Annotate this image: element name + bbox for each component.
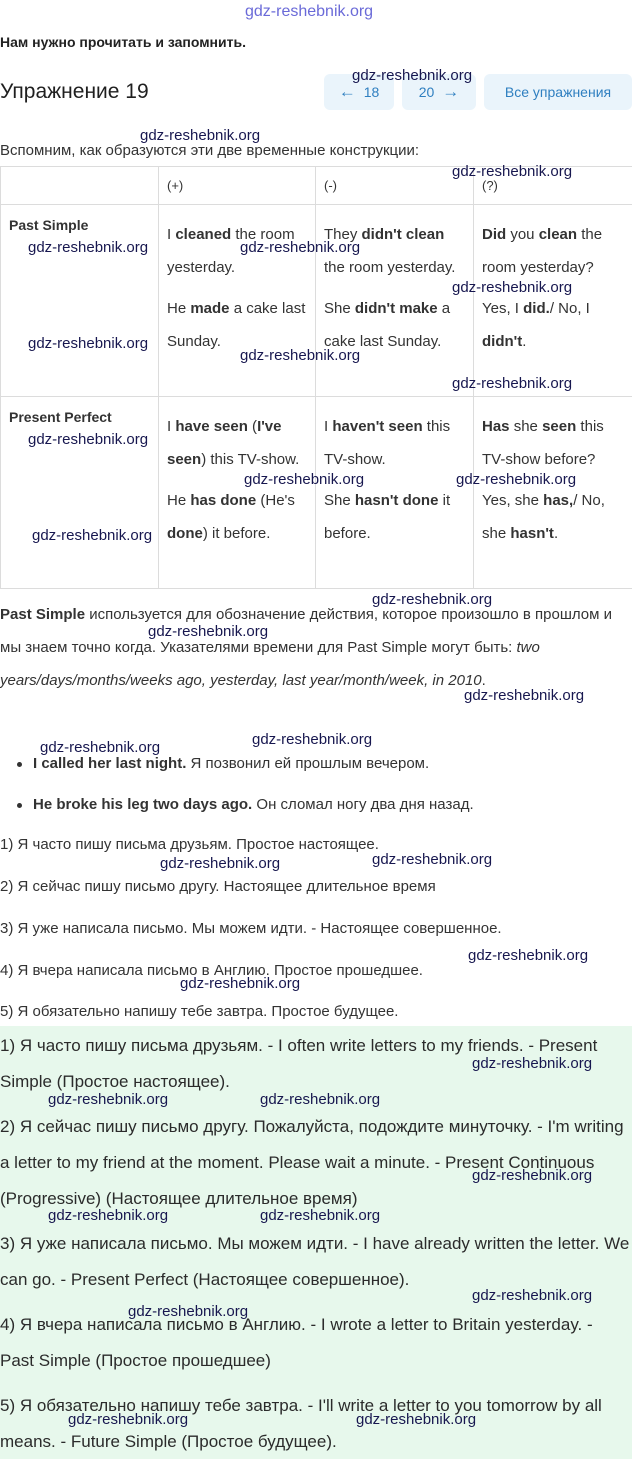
watermark: gdz-reshebnik.org	[240, 240, 360, 255]
watermark: gdz-reshebnik.org	[48, 1208, 168, 1223]
prev-exercise-label: 18	[364, 84, 380, 100]
watermark: gdz-reshebnik.org	[372, 852, 492, 867]
answer-item: 4) Я вчера написала письмо в Англию. - I wrote a letter to Britain yesterday. - Past Simple (Простое прошедшее)	[0, 1307, 630, 1379]
watermark: gdz-reshebnik.org	[245, 4, 373, 20]
watermark: gdz-reshebnik.org	[180, 976, 300, 991]
recall-text: Вспомним, как образуются эти две временные конструкции:	[0, 142, 419, 159]
table-cell-positive: I cleaned the room yesterday. He made a cake last Sunday.	[159, 205, 316, 397]
watermark: gdz-reshebnik.org	[260, 1092, 380, 1107]
examples-list	[0, 748, 632, 830]
watermark: gdz-reshebnik.org	[452, 280, 572, 295]
table-header-cell: (+)	[159, 167, 316, 205]
answer-item: 2) Я сейчас пишу письмо другу. Пожалуйста, подождите минуточку. - I'm writing a letter to my friend at the moment. Please wait a minute. - Present Continuous (Progressive) (Настоящее длительное время)	[0, 1109, 630, 1217]
page-title: Упражнение 19	[0, 80, 149, 104]
task-item: 3) Я уже написала письмо. Мы можем идти. - Настоящее совершенное.	[0, 920, 502, 937]
watermark: gdz-reshebnik.org	[260, 1208, 380, 1223]
table-header-cell: (-)	[316, 167, 474, 205]
task-item: 2) Я сейчас пишу письмо другу. Настоящее длительное время	[0, 878, 436, 895]
arrow-left-icon: ←	[339, 82, 356, 102]
watermark: gdz-reshebnik.org	[472, 1056, 592, 1071]
watermark: gdz-reshebnik.org	[468, 948, 588, 963]
all-exercises-button[interactable]	[484, 74, 632, 110]
watermark: gdz-reshebnik.org	[456, 472, 576, 487]
watermark: gdz-reshebnik.org	[128, 1304, 248, 1319]
table-cell-question: Did you clean the room yesterday? Yes, I did./ No, I didn't.	[474, 205, 632, 397]
watermark: gdz-reshebnik.org	[140, 128, 260, 143]
watermark: gdz-reshebnik.org	[68, 1412, 188, 1427]
watermark: gdz-reshebnik.org	[40, 740, 160, 755]
watermark: gdz-reshebnik.org	[28, 336, 148, 351]
task-item: 5) Я обязательно напишу тебе завтра. Простое будущее.	[0, 1003, 398, 1020]
answer-item: 5) Я обязательно напишу тебе завтра. - I'll write a letter to you tomorrow by all means. - Future Simple (Простое будущее).	[0, 1388, 630, 1460]
table-cell-positive: I have seen (I've seen) this TV-show. He has done (He's done) it before.	[159, 397, 316, 589]
watermark: gdz-reshebnik.org	[160, 856, 280, 871]
watermark: gdz-reshebnik.org	[472, 1168, 592, 1183]
watermark: gdz-reshebnik.org	[240, 348, 360, 363]
list-item: I called her last night. Я позвонил ей прошлым вечером.	[0, 748, 632, 789]
watermark: gdz-reshebnik.org	[452, 376, 572, 391]
watermark: gdz-reshebnik.org	[32, 528, 152, 543]
table-row	[1, 205, 632, 397]
watermark: gdz-reshebnik.org	[252, 732, 372, 747]
tense-label: Past Simple	[1, 205, 159, 397]
all-exercises-label: Все упражнения	[505, 84, 611, 100]
watermark: gdz-reshebnik.org	[452, 164, 572, 179]
list-item: He broke his leg two days ago. Он сломал ногу два дня назад.	[0, 789, 632, 830]
intro-text: Нам нужно прочитать и запомнить.	[0, 34, 246, 50]
table-header-cell	[1, 167, 159, 205]
watermark: gdz-reshebnik.org	[48, 1092, 168, 1107]
next-exercise-label: 20	[419, 84, 435, 100]
watermark: gdz-reshebnik.org	[472, 1288, 592, 1303]
watermark: gdz-reshebnik.org	[356, 1412, 476, 1427]
answer-item: 1) Я часто пишу письма друзьям. - I often write letters to my friends. - Present Simple (Простое настоящее).	[0, 1028, 630, 1100]
watermark: gdz-reshebnik.org	[148, 624, 268, 639]
watermark: gdz-reshebnik.org	[352, 68, 472, 83]
watermark: gdz-reshebnik.org	[464, 688, 584, 703]
explanation-paragraph: Past Simple используется для обозначение действия, которое произошло в прошлом и мы знаем точно когда. Указателями времени для Past Simple могут быть: two years/days/months/weeks ago, yesterday, last year/month/week, in 2010.	[0, 598, 628, 697]
table-row	[1, 397, 632, 589]
watermark: gdz-reshebnik.org	[372, 592, 492, 607]
watermark: gdz-reshebnik.org	[28, 432, 148, 447]
table-cell-negative: They didn't clean the room yesterday. She didn't make a cake last Sunday.	[316, 205, 474, 397]
watermark: gdz-reshebnik.org	[28, 240, 148, 255]
answer-item: 3) Я уже написала письмо. Мы можем идти. - I have already written the letter. We can go. - Present Perfect (Настоящее совершенное).	[0, 1226, 630, 1298]
tense-label: Present Perfect	[1, 397, 159, 589]
arrow-right-icon: →	[442, 82, 459, 102]
table-cell-negative: I haven't seen this TV-show. She hasn't done it before.	[316, 397, 474, 589]
table-cell-question: Has she seen this TV-show before? Yes, she has,/ No, she hasn't.	[474, 397, 632, 589]
table-header-cell: (?)	[474, 167, 632, 205]
task-item: 1) Я часто пишу письма друзьям. Простое настоящее.	[0, 836, 379, 853]
task-item: 4) Я вчера написала письмо в Англию. Простое прошедшее.	[0, 962, 423, 979]
watermark: gdz-reshebnik.org	[244, 472, 364, 487]
